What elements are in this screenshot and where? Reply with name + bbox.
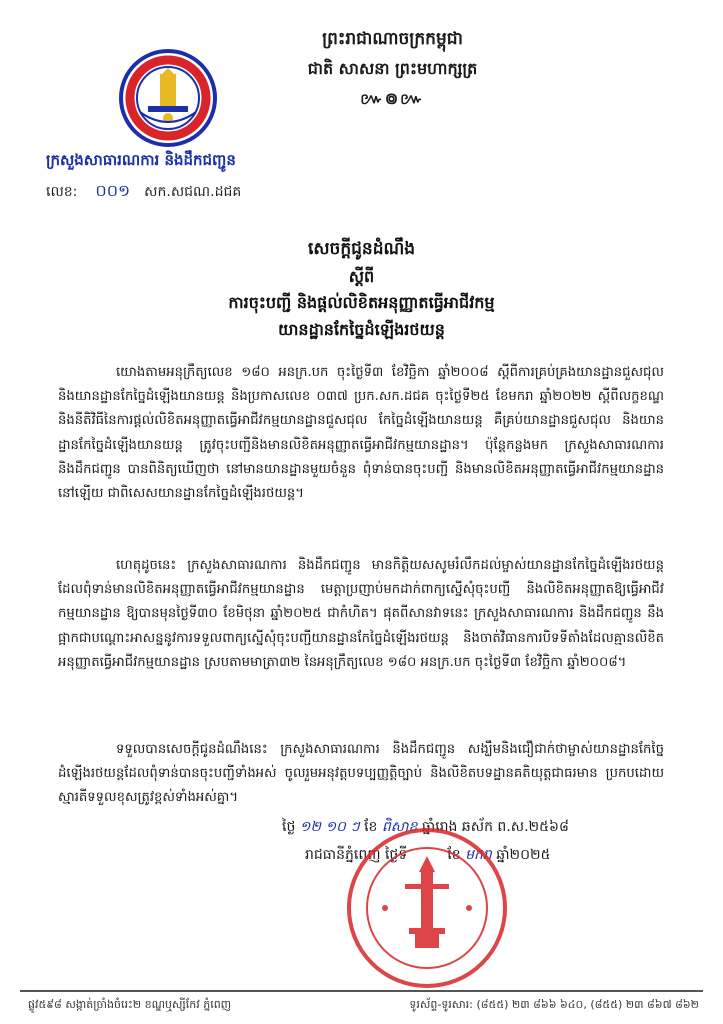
footer-phone: ទូរស័ព្ទ-ទូរសារ: (៨៥៥) ២៣ ៨៦៦ ៦៤០, (៨៥៥) ២៣ ៨៦៧ ៨៦២ (409, 998, 699, 1011)
paragraph-reference: យោងតាមអនុក្រឹត្យលេខ ១៨០ អនក្រ.បក ចុះថ្ងៃទី៣ ខែវិច្ឆិកា ឆ្នាំ២០០៨ ស្ដីពីការគ្រប់គ្រងយានដ្ឋានជួសជុល និងយានដ្ឋានកែច្នៃដំឡើងយានយន្ត និងប្រកាសលេខ ០៣៧ ប្រក.សក.ដជគ ចុះថ្ងៃទី២៥ ខែមករា ឆ្នាំ២០២២ ស្ដីពីលក្ខខណ្ឌនិងនីតិវិធីនៃការផ្ដល់លិខិតអនុញ្ញាតធ្វើអាជីវកម្មយានដ្ឋានជួសជុល កែច្នៃដំឡើងយានយន្ត គឺគ្រប់យានដ្ឋានជួសជុល និងយានដ្ឋានកែច្នៃដំឡើងយានយន្ត ត្រូវចុះបញ្ជីនិងមានលិខិតអនុញ្ញាតធ្វើអាជីវកម្មយានដ្ឋាន។ ប៉ុន្តែកន្លងមក ក្រសួងសាធារណការ និងដឹកជញ្ជូន បានពិនិត្យឃើញថា នៅមានយានដ្ឋានមួយចំនួន ពុំទាន់បានចុះបញ្ជី និងមានលិខិតអនុញ្ញាតធ្វើអាជីវកម្មយានដ្ឋាននៅឡើយ ជាពិសេសយានដ្ឋានកែច្នៃដំឡើងរថយន្ត។ (58, 365, 664, 502)
reference-label: លេខ: (46, 184, 78, 200)
paragraph-closing: ទទួលបានសេចក្ដីជូនដំណឹងនេះ ក្រសួងសាធារណការ និងដឹកជញ្ជូន សង្ឃឹមនិងជឿជាក់ថាម្ចាស់យានដ្ឋានកែច្នៃដំឡើងរថយន្តដែលពុំទាន់បានចុះបញ្ជីទាំងអស់ ចូលរួមអនុវត្តបទប្បញ្ញត្តិច្បាប់ និងលិខិតបទដ្ឋានគតិយុត្តជាធរមាន ប្រកបដោយស្មារតីទទួលខុសត្រូវខ្ពស់ទាំងអស់គ្នា។ (58, 742, 664, 806)
lunar-date-prefix: ថ្ងៃ (282, 819, 296, 835)
ministry-seal-icon (118, 48, 218, 148)
reference-number (46, 180, 241, 204)
notice-subject-line2: យានដ្ឋានកែច្នៃដំឡើងរថយន្ត (278, 320, 445, 339)
paragraph-reminder: ហេតុដូចនេះ ក្រសួងសាធារណការ និងដឹកជញ្ជូន មានកិត្តិយសសូមរំលឹកដល់ម្ចាស់យានដ្ឋានកែច្នៃដំឡើងរថយន្ត ដែលពុំទាន់មានលិខិតអនុញ្ញាតធ្វើអាជីវកម្មយានដ្ឋាន មេត្តាប្រញាប់មកដាក់ពាក្យស្នើសុំចុះបញ្ជី និងលិខិតអនុញ្ញាតឱ្យធ្វើអាជីវកម្មយានដ្ឋាន ឱ្យបានមុនថ្ងៃទី៣០ ខែមិថុនា ឆ្នាំ២០២៥ ជាកំហិត។ ផុតពីសានវាទនេះ ក្រសួងសាធារណការ និងដឹកជញ្ជូន នឹងផ្អាកជាបណ្ដោះអាសន្ននូវការទទួលពាក្យស្នើសុំចុះបញ្ជីយានដ្ឋានកែច្នៃដំឡើងរថយន្ត និងចាត់វិធានការបិទទីតាំងដែលគ្មានលិខិតអនុញ្ញាតធ្វើអាជីវកម្មយានដ្ឋាន ស្របតាមមាត្រា៣២ នៃអនុក្រឹត្យលេខ ១៨០ អនក្រ.បក ចុះថ្ងៃទី៣ ខែវិច្ឆិកា ឆ្នាំ២០០៨។ (58, 558, 664, 670)
official-seal-icon (345, 822, 510, 994)
notice-title: សេចក្ដីជូនដំណឹង (307, 239, 416, 259)
lunar-year: ឆ្នាំរោង ឆស័ក ព.ស.២៥៦៨ (421, 819, 569, 835)
reference-value: ០០១ (95, 181, 131, 200)
lunar-month-handwritten: ពិសាខ (381, 819, 418, 835)
footer-divider (20, 990, 703, 992)
kingdom-heading: ព្រះរាជាណាចក្រកម្ពុជា (322, 29, 463, 49)
reference-code: សក.សជណ.ដជគ (144, 184, 242, 200)
ministry-name: ក្រសួងសាធារណការ និងដឹកជញ្ជូន (46, 151, 236, 169)
lunar-month-label: ខែ (364, 819, 378, 835)
footer-address: ផ្លូវ៥៩៨ សង្កាត់ច្រាំងចំរេះ២ ខណ្ឌឬស្សីកែវ ភ្នំពេញ (28, 998, 232, 1011)
solar-year: ឆ្នាំ២០២៥ (496, 847, 551, 863)
solar-month-label: ខែ (447, 847, 461, 863)
notice-subtitle-regarding: ស្ដីពី (348, 267, 375, 286)
solar-month-handwritten: មករា (465, 847, 492, 863)
notice-subject-line1: ការចុះបញ្ជី និងផ្ដល់លិខិតអនុញ្ញាតធ្វើអាជីវកម្ម (228, 293, 495, 312)
lunar-day-handwritten: ១២ ១០ ៗ (299, 819, 360, 835)
national-motto: ជាតិ សាសនា ព្រះមហាក្សត្រ (307, 59, 478, 78)
ornament-divider: ៚៙៚ (360, 89, 425, 108)
solar-date-prefix: រាជធានីភ្នំពេញ ថ្ងៃទី (305, 847, 408, 863)
